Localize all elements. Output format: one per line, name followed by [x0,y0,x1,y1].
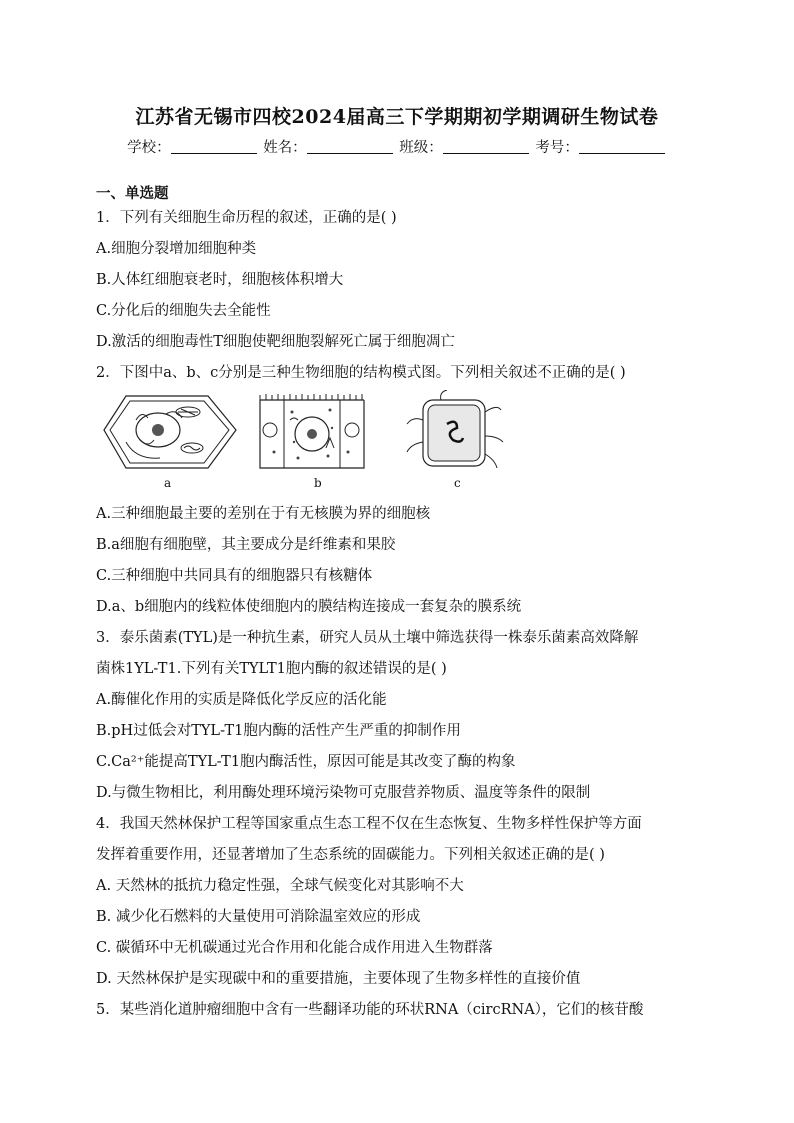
student-info-row [0,136,794,157]
q4-option-c: C. 碳循环中无机碳通过光合作用和化能合成作用进入生物群落 [96,940,493,956]
number-label: 考号： [535,140,579,156]
number-blank[interactable] [579,139,665,154]
q3-stem-line2: 菌株1YL-T1.下列有关TYLT1胞内酶的叙述错误的是( ) [96,661,447,677]
q2-stem: 2．下图中a、b、c分别是三种生物细胞的结构模式图。下列相关叙述不正确的是( ) [96,365,626,381]
q1-option-a: A.细胞分裂增加细胞种类 [96,241,257,257]
figure-c-label: c [454,476,461,490]
figure-a-label: a [164,476,172,490]
q3-option-b: B.pH过低会对TYL-T1胞内酶的活性产生严重的抑制作用 [96,723,461,739]
q3-option-d: D.与微生物相比，利用酶处理环境污染物可克服营养物质、温度等条件的限制 [96,785,591,801]
q1-option-c: C.分化后的细胞失去全能性 [96,303,271,319]
school-label: 学校： [127,140,171,156]
plant-cell-figure [96,390,241,474]
q1-option-b: B.人体红细胞衰老时，细胞核体积增大 [96,272,344,288]
q4-option-b: B. 减少化石燃料的大量使用可消除温室效应的形成 [96,909,421,925]
q2-option-b: B.a细胞有细胞壁，其主要成分是纤维素和果胶 [96,537,396,553]
q2-option-a: A.三种细胞最主要的差别在于有无核膜为界的细胞核 [96,506,431,522]
figure-b-label: b [314,476,322,490]
q1-stem: 1．下列有关细胞生命历程的叙述，正确的是( ) [96,210,397,226]
q3-option-a: A.酶催化作用的实质是降低化学反应的活化能 [96,692,387,708]
section-title: 一、单选题 [96,185,169,202]
name-label: 姓名： [263,140,307,156]
q5-stem-line1: 5．某些消化道肿瘤细胞中含有一些翻译功能的环状RNA（circRNA），它们的核苷酸 [96,1002,644,1018]
q2-option-c: C.三种细胞中共同具有的细胞器只有核糖体 [96,568,373,584]
class-label: 班级： [399,140,443,156]
q3-stem-line1: 3．泰乐菌素(TYL)是一种抗生素，研究人员从土壤中筛选获得一株泰乐菌素高效降解 [96,630,639,646]
cell-figures [96,390,516,494]
q2-option-d: D.a、b细胞内的线粒体使细胞内的膜结构连接成一套复杂的膜系统 [96,599,522,615]
q4-stem-line1: 4．我国天然林保护工程等国家重点生态工程不仅在生态恢复、生物多样性保护等方面 [96,816,642,832]
exam-title: 江苏省无锡市四校2024届高三下学期期初学期调研生物试卷 [135,106,659,128]
q4-option-a: A. 天然林的抵抗力稳定性强，全球气候变化对其影响不大 [96,878,464,894]
q4-option-d: D. 天然林保护是实现碳中和的重要措施，主要体现了生物多样性的直接价值 [96,971,581,987]
class-blank[interactable] [443,139,529,154]
q1-option-d: D.激活的细胞毒性T细胞使靶细胞裂解死亡属于细胞凋亡 [96,334,455,350]
name-blank[interactable] [307,139,393,154]
animal-cell-figure [256,390,368,474]
bacterium-figure [401,390,511,474]
q4-stem-line2: 发挥着重要作用，还显著增加了生态系统的固碳能力。下列相关叙述正确的是( ) [96,847,605,863]
school-blank[interactable] [171,139,257,154]
q3-option-c: C.Ca²⁺能提高TYL-T1胞内酶活性，原因可能是其改变了酶的构象 [96,754,516,770]
